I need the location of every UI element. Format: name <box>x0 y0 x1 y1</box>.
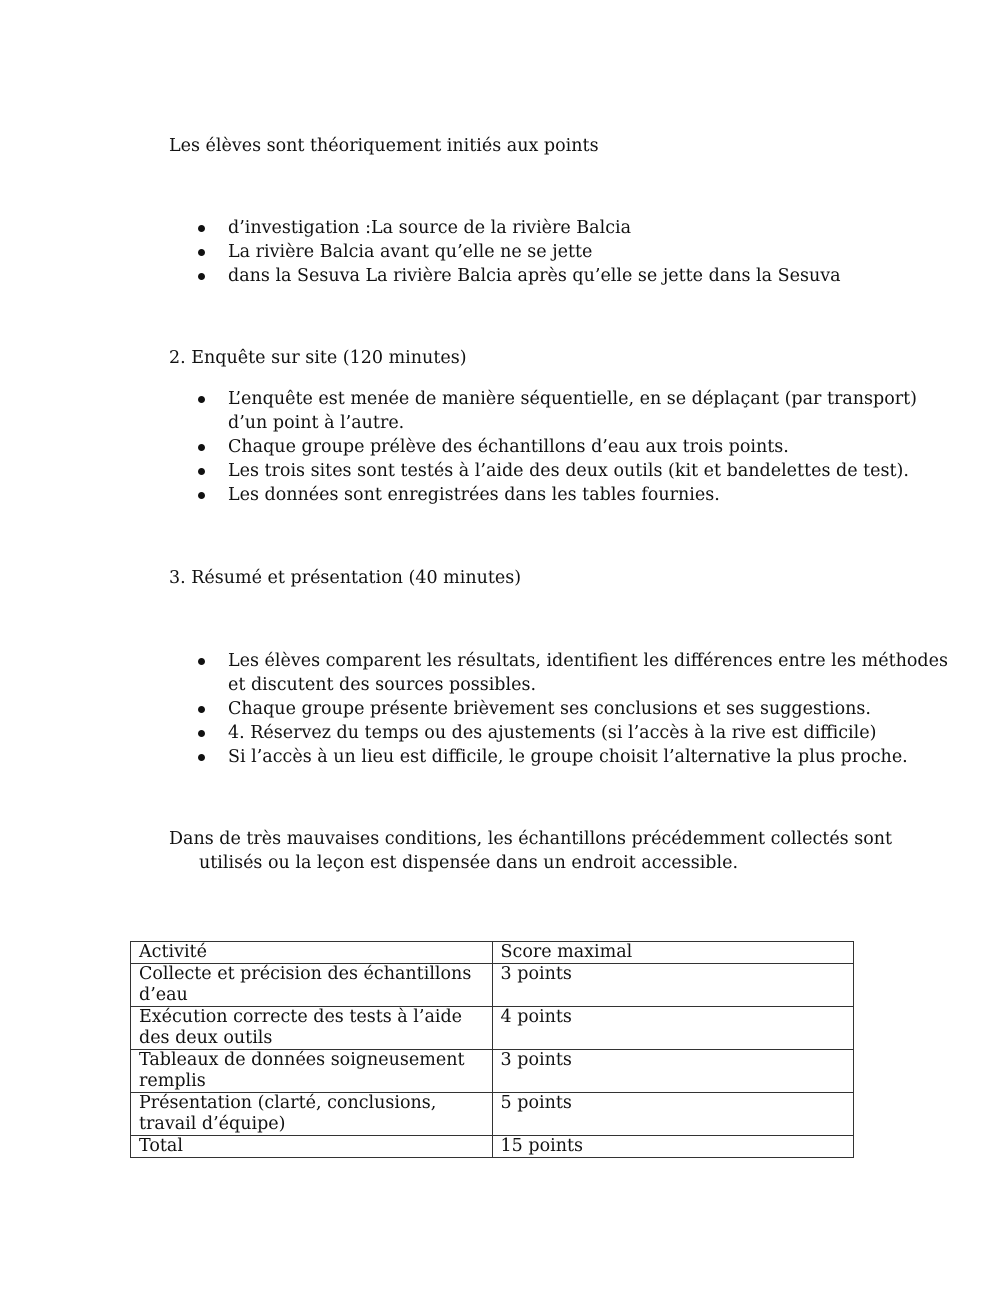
table-cell: Collecte et précision des échantillons d’eau <box>131 964 493 1007</box>
bullet-icon <box>198 444 205 451</box>
table-cell: Exécution correcte des tests à l’aide des deux outils <box>131 1007 493 1050</box>
section-3-list <box>169 649 949 769</box>
list-item: Chaque groupe prélève des échantillons d’eau aux trois points. <box>169 435 949 459</box>
bullet-icon <box>198 706 205 713</box>
table-cell: 5 points <box>492 1093 853 1136</box>
list-item: L’enquête est menée de manière séquentielle, en se déplaçant (par transport) d’un point à l’autre. <box>169 387 949 435</box>
bullet-icon <box>198 396 205 403</box>
section-2-heading: 2. Enquête sur site (120 minutes) <box>169 348 467 368</box>
table-row <box>131 1007 854 1050</box>
list-item: dans la Sesuva La rivière Balcia après qu’elle se jette dans la Sesuva <box>169 264 949 288</box>
intro-paragraph: Les élèves sont théoriquement initiés aux points <box>169 136 599 156</box>
points-list <box>169 216 949 288</box>
bullet-icon <box>198 273 205 280</box>
list-item: La rivière Balcia avant qu’elle ne se jette <box>169 240 949 264</box>
bullet-icon <box>198 249 205 256</box>
list-item: Les élèves comparent les résultats, identifient les différences entre les méthodes et discutent des sources possibles. <box>169 649 949 697</box>
table-header-cell: Activité <box>131 942 493 964</box>
bullet-icon <box>198 754 205 761</box>
bullet-icon <box>198 225 205 232</box>
table-header-row <box>131 942 854 964</box>
table-cell: Présentation (clarté, conclusions, travail d’équipe) <box>131 1093 493 1136</box>
score-table <box>130 941 854 1158</box>
closing-paragraph: Dans de très mauvaises conditions, les échantillons précédemment collectés sont utilisés ou la leçon est dispensée dans un endroit accessible. <box>169 829 893 873</box>
table-row <box>131 1136 854 1158</box>
list-item: d’investigation :La source de la rivière Balcia <box>169 216 949 240</box>
table-cell: 3 points <box>492 1050 853 1093</box>
bullet-icon <box>198 468 205 475</box>
table-cell: 3 points <box>492 964 853 1007</box>
section-2-list <box>169 387 949 507</box>
table-cell: Tableaux de données soigneusement remplis <box>131 1050 493 1093</box>
table-cell: 4 points <box>492 1007 853 1050</box>
list-item: Chaque groupe présente brièvement ses conclusions et ses suggestions. <box>169 697 949 721</box>
table-row <box>131 1050 854 1093</box>
bullet-icon <box>198 492 205 499</box>
table-row <box>131 1093 854 1136</box>
list-item: Si l’accès à un lieu est difficile, le groupe choisit l’alternative la plus proche. <box>169 745 949 769</box>
list-item: Les trois sites sont testés à l’aide des deux outils (kit et bandelettes de test). <box>169 459 949 483</box>
bullet-icon <box>198 658 205 665</box>
bullet-icon <box>198 730 205 737</box>
section-3-heading: 3. Résumé et présentation (40 minutes) <box>169 568 522 588</box>
list-item: 4. Réservez du temps ou des ajustements (si l’accès à la rive est difficile) <box>169 721 949 745</box>
list-item: Les données sont enregistrées dans les tables fournies. <box>169 483 949 507</box>
table-cell: Total <box>131 1136 493 1158</box>
table-header-cell: Score maximal <box>492 942 853 964</box>
table-row <box>131 964 854 1007</box>
table-cell: 15 points <box>492 1136 853 1158</box>
